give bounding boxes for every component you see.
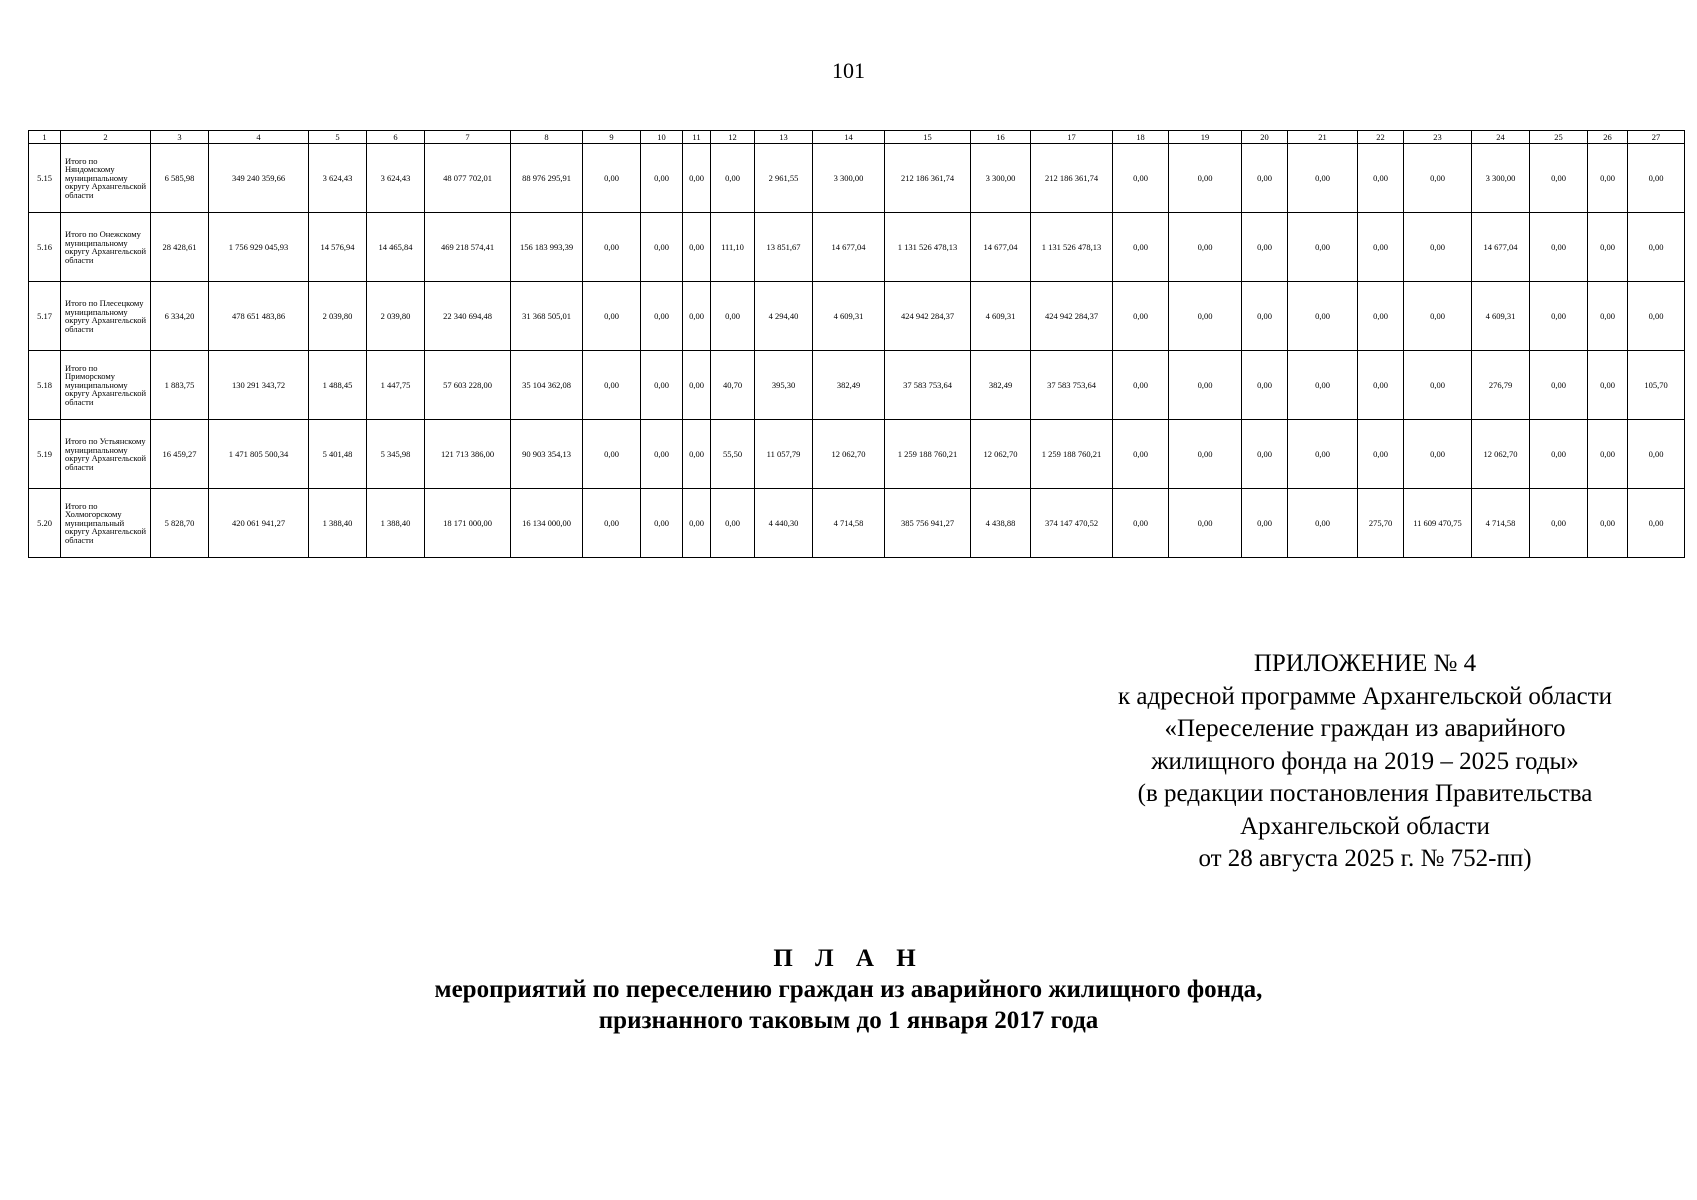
value-cell: 0,00 xyxy=(583,144,641,213)
value-cell: 0,00 xyxy=(641,420,683,489)
value-cell: 121 713 386,00 xyxy=(425,420,511,489)
plan-title: П Л А Н xyxy=(773,945,924,972)
value-cell: 0,00 xyxy=(1530,144,1588,213)
value-cell: 37 583 753,64 xyxy=(885,351,971,420)
value-cell: 12 062,70 xyxy=(971,420,1031,489)
value-cell: 6 585,98 xyxy=(151,144,209,213)
appendix-line: к адресной программе Архангельской области xyxy=(1117,682,1613,710)
value-cell: 22 340 694,48 xyxy=(425,282,511,351)
value-cell: 478 651 483,86 xyxy=(209,282,309,351)
value-cell: 0,00 xyxy=(1404,282,1472,351)
column-number: 5 xyxy=(309,131,367,144)
municipality-name-cell: Итого по Няндомскому муниципальному округу Архангельской области xyxy=(61,144,151,213)
value-cell: 14 677,04 xyxy=(971,213,1031,282)
value-cell: 0,00 xyxy=(1169,489,1242,558)
value-cell: 105,70 xyxy=(1628,351,1685,420)
value-cell: 31 368 505,01 xyxy=(511,282,583,351)
appendix-line: (в редакции постановления Правительства xyxy=(1137,780,1593,807)
value-cell: 16 459,27 xyxy=(151,420,209,489)
value-cell: 0,00 xyxy=(1169,351,1242,420)
value-cell: 0,00 xyxy=(1288,420,1358,489)
value-cell: 12 062,70 xyxy=(1472,420,1530,489)
value-cell: 0,00 xyxy=(1530,489,1588,558)
value-cell: 4 714,58 xyxy=(813,489,885,558)
value-cell: 0,00 xyxy=(1288,144,1358,213)
value-cell: 156 183 993,39 xyxy=(511,213,583,282)
value-cell: 0,00 xyxy=(1113,213,1169,282)
value-cell: 0,00 xyxy=(641,144,683,213)
value-cell: 0,00 xyxy=(683,420,711,489)
value-cell: 14 677,04 xyxy=(1472,213,1530,282)
value-cell: 0,00 xyxy=(1242,282,1288,351)
value-cell: 1 471 805 500,34 xyxy=(209,420,309,489)
value-cell: 212 186 361,74 xyxy=(885,144,971,213)
value-cell: 11 609 470,75 xyxy=(1404,489,1472,558)
value-cell: 0,00 xyxy=(1242,213,1288,282)
value-cell: 0,00 xyxy=(1358,213,1404,282)
value-cell: 0,00 xyxy=(583,351,641,420)
value-cell: 5 828,70 xyxy=(151,489,209,558)
value-cell: 4 294,40 xyxy=(755,282,813,351)
value-cell: 0,00 xyxy=(1628,282,1685,351)
column-number-row xyxy=(29,131,1685,144)
value-cell: 5 345,98 xyxy=(367,420,425,489)
value-cell: 0,00 xyxy=(683,213,711,282)
value-cell: 0,00 xyxy=(711,282,755,351)
value-cell: 0,00 xyxy=(1113,282,1169,351)
column-number: 25 xyxy=(1530,131,1588,144)
value-cell: 374 147 470,52 xyxy=(1031,489,1113,558)
column-number: 12 xyxy=(711,131,755,144)
value-cell: 11 057,79 xyxy=(755,420,813,489)
value-cell: 16 134 000,00 xyxy=(511,489,583,558)
value-cell: 349 240 359,66 xyxy=(209,144,309,213)
appendix-line: «Переселение граждан из аварийного xyxy=(1164,715,1566,742)
value-cell: 0,00 xyxy=(1628,144,1685,213)
value-cell: 0,00 xyxy=(1113,351,1169,420)
appendix-line: жилищного фонда на 2019 – 2025 годы» xyxy=(1151,747,1579,775)
value-cell: 0,00 xyxy=(1404,420,1472,489)
value-cell: 57 603 228,00 xyxy=(425,351,511,420)
row-number-cell: 5.16 xyxy=(29,213,61,282)
value-cell: 12 062,70 xyxy=(813,420,885,489)
value-cell: 0,00 xyxy=(683,144,711,213)
value-cell: 0,00 xyxy=(583,282,641,351)
column-number: 21 xyxy=(1288,131,1358,144)
value-cell: 0,00 xyxy=(1530,351,1588,420)
value-cell: 382,49 xyxy=(971,351,1031,420)
column-number: 18 xyxy=(1113,131,1169,144)
value-cell: 212 186 361,74 xyxy=(1031,144,1113,213)
column-number: 4 xyxy=(209,131,309,144)
plan-heading xyxy=(0,943,1697,1036)
value-cell: 55,50 xyxy=(711,420,755,489)
row-number-cell: 5.20 xyxy=(29,489,61,558)
column-number: 15 xyxy=(885,131,971,144)
value-cell: 0,00 xyxy=(1588,351,1628,420)
municipality-name-cell: Итого по Устьянскому муниципальному округу Архангельской области xyxy=(61,420,151,489)
value-cell: 3 300,00 xyxy=(1472,144,1530,213)
value-cell: 0,00 xyxy=(1169,144,1242,213)
appendix-line: Архангельской области xyxy=(1240,812,1490,840)
value-cell: 18 171 000,00 xyxy=(425,489,511,558)
value-cell: 395,30 xyxy=(755,351,813,420)
value-cell: 275,70 xyxy=(1358,489,1404,558)
value-cell: 0,00 xyxy=(1242,351,1288,420)
column-number: 16 xyxy=(971,131,1031,144)
value-cell: 0,00 xyxy=(1404,351,1472,420)
municipality-name-cell: Итого по Плесецкому муниципальному округу Архангельской области xyxy=(61,282,151,351)
value-cell: 0,00 xyxy=(1113,144,1169,213)
table-row xyxy=(29,420,1685,489)
value-cell: 1 131 526 478,13 xyxy=(885,213,971,282)
value-cell: 0,00 xyxy=(1242,420,1288,489)
value-cell: 0,00 xyxy=(1588,144,1628,213)
row-number-cell: 5.17 xyxy=(29,282,61,351)
value-cell: 0,00 xyxy=(1588,489,1628,558)
value-cell: 0,00 xyxy=(1358,351,1404,420)
value-cell: 0,00 xyxy=(1288,213,1358,282)
row-number-cell: 5.15 xyxy=(29,144,61,213)
value-cell: 1 883,75 xyxy=(151,351,209,420)
column-number: 22 xyxy=(1358,131,1404,144)
value-cell: 0,00 xyxy=(1169,213,1242,282)
column-number: 26 xyxy=(1588,131,1628,144)
column-number: 20 xyxy=(1242,131,1288,144)
value-cell: 1 388,40 xyxy=(309,489,367,558)
value-cell: 4 440,30 xyxy=(755,489,813,558)
value-cell: 4 609,31 xyxy=(1472,282,1530,351)
value-cell: 0,00 xyxy=(711,144,755,213)
value-cell: 0,00 xyxy=(641,213,683,282)
value-cell: 3 624,43 xyxy=(367,144,425,213)
value-cell: 469 218 574,41 xyxy=(425,213,511,282)
column-number: 7 xyxy=(425,131,511,144)
value-cell: 0,00 xyxy=(1242,144,1288,213)
column-number: 11 xyxy=(683,131,711,144)
value-cell: 0,00 xyxy=(1588,282,1628,351)
value-cell: 40,70 xyxy=(711,351,755,420)
value-cell: 0,00 xyxy=(1113,420,1169,489)
value-cell: 5 401,48 xyxy=(309,420,367,489)
table-row xyxy=(29,351,1685,420)
value-cell: 0,00 xyxy=(1628,420,1685,489)
municipality-name-cell: Итого по Приморскому муниципальному округу Архангельской области xyxy=(61,351,151,420)
column-number: 17 xyxy=(1031,131,1113,144)
value-cell: 1 259 188 760,21 xyxy=(1031,420,1113,489)
value-cell: 0,00 xyxy=(583,489,641,558)
value-cell: 88 976 295,91 xyxy=(511,144,583,213)
value-cell: 0,00 xyxy=(711,489,755,558)
column-number: 24 xyxy=(1472,131,1530,144)
value-cell: 0,00 xyxy=(1530,420,1588,489)
value-cell: 420 061 941,27 xyxy=(209,489,309,558)
value-cell: 0,00 xyxy=(1530,282,1588,351)
value-cell: 4 609,31 xyxy=(813,282,885,351)
value-cell: 1 756 929 045,93 xyxy=(209,213,309,282)
column-number: 19 xyxy=(1169,131,1242,144)
value-cell: 424 942 284,37 xyxy=(885,282,971,351)
value-cell: 1 259 188 760,21 xyxy=(885,420,971,489)
value-cell: 0,00 xyxy=(1588,420,1628,489)
value-cell: 0,00 xyxy=(1113,489,1169,558)
page-number: 101 xyxy=(832,58,865,83)
value-cell: 0,00 xyxy=(641,489,683,558)
column-number: 3 xyxy=(151,131,209,144)
value-cell: 0,00 xyxy=(1588,213,1628,282)
column-number: 1 xyxy=(29,131,61,144)
municipality-name-cell: Итого по Холмогорскому муниципальный округу Архангельской области xyxy=(61,489,151,558)
value-cell: 0,00 xyxy=(1358,282,1404,351)
value-cell: 6 334,20 xyxy=(151,282,209,351)
value-cell: 276,79 xyxy=(1472,351,1530,420)
value-cell: 1 388,40 xyxy=(367,489,425,558)
table-row xyxy=(29,213,1685,282)
value-cell: 14 677,04 xyxy=(813,213,885,282)
value-cell: 385 756 941,27 xyxy=(885,489,971,558)
value-cell: 0,00 xyxy=(683,351,711,420)
column-number: 6 xyxy=(367,131,425,144)
column-number: 2 xyxy=(61,131,151,144)
value-cell: 14 576,94 xyxy=(309,213,367,282)
value-cell: 0,00 xyxy=(641,351,683,420)
value-cell: 382,49 xyxy=(813,351,885,420)
value-cell: 0,00 xyxy=(1628,489,1685,558)
value-cell: 37 583 753,64 xyxy=(1031,351,1113,420)
value-cell: 111,10 xyxy=(711,213,755,282)
value-cell: 0,00 xyxy=(1242,489,1288,558)
value-cell: 4 609,31 xyxy=(971,282,1031,351)
value-cell: 0,00 xyxy=(1358,420,1404,489)
value-cell: 0,00 xyxy=(583,420,641,489)
column-number: 27 xyxy=(1628,131,1685,144)
table-row xyxy=(29,144,1685,213)
value-cell: 2 039,80 xyxy=(367,282,425,351)
value-cell: 0,00 xyxy=(1530,213,1588,282)
plan-subtitle-line: признанного таковым до 1 января 2017 года xyxy=(598,1007,1099,1034)
value-cell: 0,00 xyxy=(1404,213,1472,282)
column-number: 13 xyxy=(755,131,813,144)
value-cell: 2 961,55 xyxy=(755,144,813,213)
value-cell: 2 039,80 xyxy=(309,282,367,351)
value-cell: 0,00 xyxy=(1169,420,1242,489)
plan-subtitle-line: мероприятий по переселению граждан из аварийного жилищного фонда, xyxy=(434,976,1263,1003)
value-cell: 0,00 xyxy=(1288,351,1358,420)
value-cell: 0,00 xyxy=(1404,144,1472,213)
row-number-cell: 5.19 xyxy=(29,420,61,489)
value-cell: 4 714,58 xyxy=(1472,489,1530,558)
appendix-line: ПРИЛОЖЕНИЕ № 4 xyxy=(1253,650,1477,677)
column-number: 14 xyxy=(813,131,885,144)
row-number-cell: 5.18 xyxy=(29,351,61,420)
value-cell: 0,00 xyxy=(1288,282,1358,351)
value-cell: 28 428,61 xyxy=(151,213,209,282)
value-cell: 0,00 xyxy=(583,213,641,282)
value-cell: 13 851,67 xyxy=(755,213,813,282)
value-cell: 3 300,00 xyxy=(971,144,1031,213)
table-row xyxy=(29,282,1685,351)
value-cell: 0,00 xyxy=(683,489,711,558)
value-cell: 0,00 xyxy=(641,282,683,351)
value-cell: 3 300,00 xyxy=(813,144,885,213)
value-cell: 424 942 284,37 xyxy=(1031,282,1113,351)
value-cell: 90 903 354,13 xyxy=(511,420,583,489)
table-body xyxy=(29,131,1685,558)
value-cell: 1 447,75 xyxy=(367,351,425,420)
column-number: 23 xyxy=(1404,131,1472,144)
value-cell: 0,00 xyxy=(1628,213,1685,282)
value-cell: 0,00 xyxy=(1169,282,1242,351)
column-number: 10 xyxy=(641,131,683,144)
appendix-header xyxy=(1070,648,1660,876)
column-number: 9 xyxy=(583,131,641,144)
municipality-name-cell: Итого по Онежскому муниципальному округу Архангельской области xyxy=(61,213,151,282)
column-number: 8 xyxy=(511,131,583,144)
value-cell: 130 291 343,72 xyxy=(209,351,309,420)
table-row xyxy=(29,489,1685,558)
value-cell: 35 104 362,08 xyxy=(511,351,583,420)
value-cell: 1 131 526 478,13 xyxy=(1031,213,1113,282)
appendix-line: от 28 августа 2025 г. № 752-пп) xyxy=(1198,845,1532,872)
value-cell: 0,00 xyxy=(1358,144,1404,213)
value-cell: 48 077 702,01 xyxy=(425,144,511,213)
value-cell: 1 488,45 xyxy=(309,351,367,420)
value-cell: 0,00 xyxy=(1288,489,1358,558)
value-cell: 0,00 xyxy=(683,282,711,351)
value-cell: 4 438,88 xyxy=(971,489,1031,558)
resettlement-data-table xyxy=(28,130,1685,558)
value-cell: 3 624,43 xyxy=(309,144,367,213)
value-cell: 14 465,84 xyxy=(367,213,425,282)
